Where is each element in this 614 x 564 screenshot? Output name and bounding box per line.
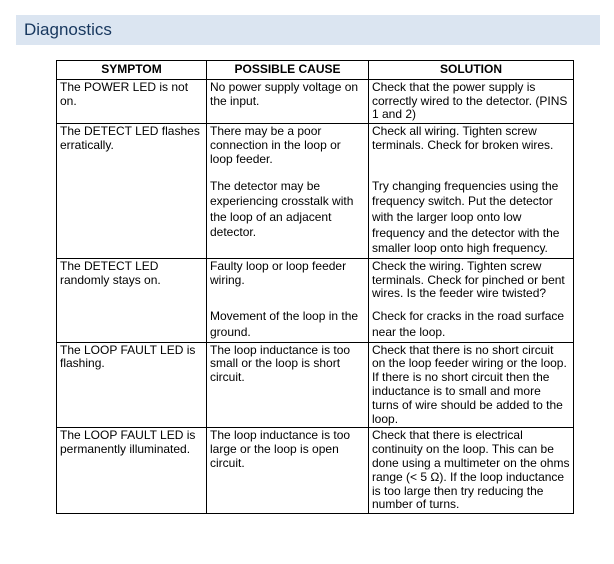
solution-cell: [369, 258, 574, 342]
cause-text: The loop inductance is too large or the loop is open circuit.: [210, 428, 351, 470]
solution-text: Check that there is electrical continuity on the loop. This can be done using a multimeter on the ohms range (< 5 Ω). If the loop inductance is too large then try reducing the number of turns.: [372, 428, 570, 512]
symptom-text: The LOOP FAULT LED is flashing.: [60, 342, 196, 371]
column-header-symptom: SYMPTOM: [57, 61, 207, 80]
cause-text: There may be a poor connection in the loop or loop feeder.: [210, 124, 341, 166]
section-title: Diagnostics: [24, 20, 112, 39]
solution-text: Try changing frequencies using the frequency switch. Put the detector with the larger loop onto low frequency and the detector with the smaller loop onto high frequency.: [372, 178, 560, 256]
solution-text: Check for cracks in the road surface near the loop.: [372, 309, 565, 339]
solution-text: Check that there is no short circuit on the loop feeder wiring or the loop. If there is no short circuit then the inductance is to small and more turns of wire should be added to the loop.: [372, 342, 567, 426]
cause-cell: [207, 79, 369, 123]
cause-cell: [207, 258, 369, 342]
solution-cell: [369, 342, 574, 428]
symptom-text: The DETECT LED randomly stays on.: [60, 258, 161, 287]
solution-spacer: [372, 301, 570, 309]
cause-spacer: [210, 167, 365, 179]
section-header: [16, 15, 600, 45]
table-row: [57, 258, 574, 342]
solution-cell: [369, 79, 574, 123]
cause-text: Faulty loop or loop feeder wiring.: [210, 258, 347, 287]
cause-text: No power supply voltage on the input.: [210, 79, 359, 108]
symptom-cell: [57, 124, 207, 259]
column-header-solution: SOLUTION: [369, 61, 574, 80]
cause-text: The loop inductance is too small or the loop is short circuit.: [210, 342, 351, 385]
table-row: [57, 124, 574, 259]
symptom-text: The POWER LED is not on.: [60, 79, 189, 108]
solution-text: Check the wiring. Tighten screw terminals. Check for pinched or bent wires. Is the feeder wire twisted?: [372, 258, 565, 301]
solution-text: Check all wiring. Tighten screw terminals. Check for broken wires.: [372, 124, 554, 152]
solution-spacer: [372, 153, 570, 179]
cause-text: Movement of the loop in the ground.: [210, 309, 359, 339]
table-row: [57, 428, 574, 514]
column-header-possible-cause: POSSIBLE CAUSE: [207, 61, 369, 80]
cause-spacer: [210, 287, 365, 309]
symptom-cell: [57, 79, 207, 123]
symptom-cell: [57, 258, 207, 342]
table-row: [57, 79, 574, 123]
symptom-cell: [57, 342, 207, 428]
symptom-text: The DETECT LED flashes erratically.: [60, 124, 200, 152]
cause-cell: [207, 428, 369, 514]
solution-cell: [369, 428, 574, 514]
table-row: [57, 342, 574, 428]
solution-text: Check that the power supply is correctly wired to the detector. (PINS 1 and 2): [372, 79, 568, 122]
table-header-row: [57, 61, 574, 80]
diagnostics-table: [56, 60, 574, 514]
cause-cell: [207, 124, 369, 259]
cause-spacer: [210, 241, 365, 253]
cause-text: The detector may be experiencing crosstalk with the loop of an adjacent detector.: [210, 178, 354, 240]
symptom-text: The LOOP FAULT LED is permanently illuminated.: [60, 428, 196, 457]
solution-cell: [369, 124, 574, 259]
cause-cell: [207, 342, 369, 428]
symptom-cell: [57, 428, 207, 514]
